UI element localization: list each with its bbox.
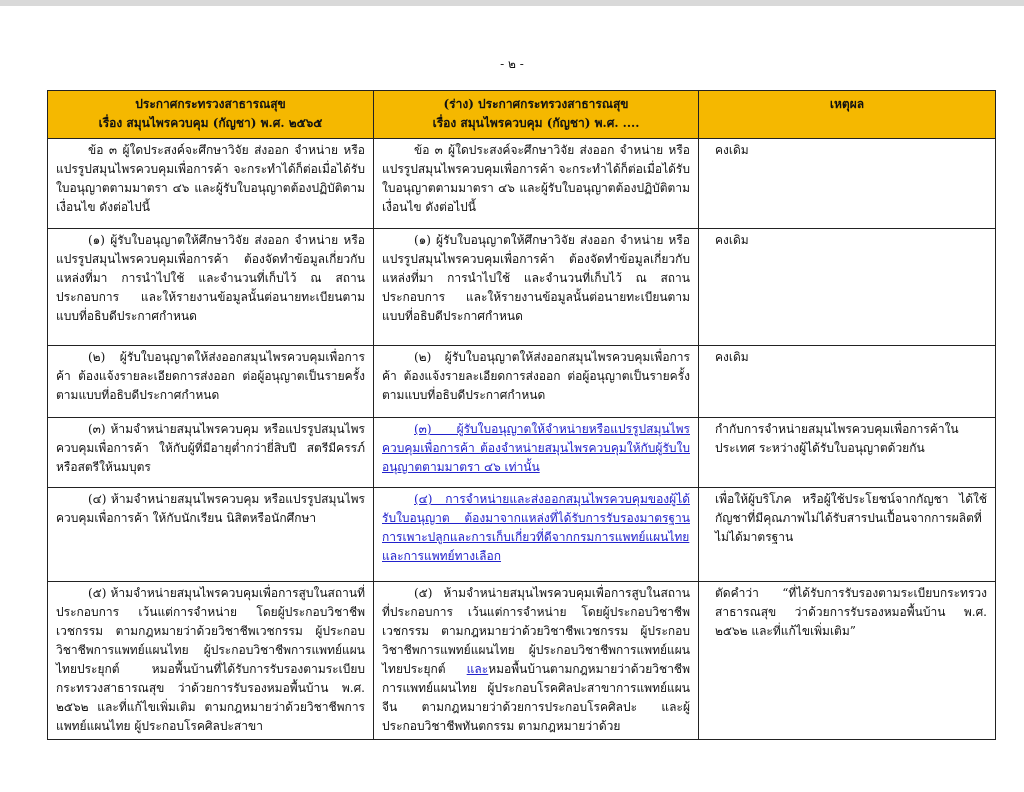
draft-text: (๒) ผู้รับใบอนุญาตให้ส่งออกสมุนไพรควบคุมเพื่อการค้า ต้องแจ้งรายละเอียดการส่งออก ต่อผู้อนุญาตเป็นรายครั้ง ตามแบบที่อธิบดีประกาศกำหนด xyxy=(374,346,699,418)
table-row xyxy=(48,139,996,229)
draft-text: (๑) ผู้รับใบอนุญาตให้ศึกษาวิจัย ส่งออก จำหน่าย หรือแปรรูปสมุนไพรควบคุมเพื่อการค้า ต้องจัดทำข้อมูลเกี่ยวกับแหล่งที่มา การนำไปใช้ และจำนวนที่เก็บไว้ ณ สถานประกอบการ และให้รายงานข้อมูลนั้นต่อนายทะเบียนตามแบบที่อธิบดีประกาศกำหนด xyxy=(374,229,699,346)
reason-text: ตัดคำว่า “ที่ได้รับการรับรองตามระเบียบกระทรวงสาธารณสุข ว่าด้วยการรับรองหมอพื้นบ้าน พ.ศ. ๒๕๖๒ และที่แก้ไขเพิ่มเติม” xyxy=(699,582,996,740)
draft-cell xyxy=(374,418,699,488)
table-row xyxy=(48,346,996,418)
header-draft-line2: เรื่อง สมุนไพรควบคุม (กัญชา) พ.ศ. .... xyxy=(432,116,640,130)
draft-text-part1: (๕) ห้ามจำหน่ายสมุนไพรควบคุมเพื่อการสูบในสถานที่ประกอบการ เว้นแต่การจำหน่าย โดยผู้ประกอบวิชาชีพเวชกรรม ตามกฎหมายว่าด้วยวิชาชีพเวชกรรม ผู้ประกอบวิชาชีพการแพทย์แผนไทย ผู้ประกอบวิชาชีพการแพทย์แผนไทยประยุกต์ xyxy=(382,586,690,676)
current-text: (๕) ห้ามจำหน่ายสมุนไพรควบคุมเพื่อการสูบในสถานที่ประกอบการ เว้นแต่การจำหน่าย โดยผู้ประกอบวิชาชีพเวชกรรม ตามกฎหมายว่าด้วยวิชาชีพเวชกรรม ผู้ประกอบวิชาชีพการแพทย์แผนไทย ผู้ประกอบวิชาชีพการแพทย์แผนไทยประยุกต์ หมอพื้นบ้านที่ได้รับการรับรองตามระเบียบกระทรวงสาธารณสุข ว่าด้วยการรับรองหมอพื้นบ้าน พ.ศ. ๒๕๖๒ และที่แก้ไขเพิ่มเติม ตามกฎหมายว่าด้วยวิชาชีพการแพทย์แผนไทย ผู้ประกอบโรคศิลปะสาขา xyxy=(48,582,374,740)
header-current xyxy=(48,91,374,139)
current-text: (๒) ผู้รับใบอนุญาตให้ส่งออกสมุนไพรควบคุมเพื่อการค้า ต้องแจ้งรายละเอียดการส่งออก ต่อผู้อนุญาตเป็นรายครั้ง ตามแบบที่อธิบดีประกาศกำหนด xyxy=(48,346,374,418)
draft-cell xyxy=(374,582,699,740)
draft-text-amended: และ xyxy=(466,662,489,676)
reason-text: เพื่อให้ผู้บริโภค หรือผู้ใช้ประโยชน์จากกัญชา ได้ใช้กัญชาที่มีคุณภาพไม่ได้รับสารปนเปื้อนจากการผลิตที่ไม่ได้มาตรฐาน xyxy=(699,488,996,582)
header-current-line1: ประกาศกระทรวงสาธารณสุข xyxy=(135,97,286,111)
table-row xyxy=(48,582,996,740)
draft-cell xyxy=(374,488,699,582)
draft-text-part2: หมอพื้นบ้านตามกฎหมายว่าด้วยวิชาชีพการแพทย์แผนไทย ผู้ประกอบโรคศิลปะสาขาการแพทย์แผนจีน ตามกฎหมายว่าด้วยการประกอบโรคศิลปะ และผู้ประกอบวิชาชีพทันตกรรม ตามกฎหมายว่าด้วย xyxy=(382,662,690,733)
reason-text: คงเดิม xyxy=(699,346,996,418)
reason-text: กำกับการจำหน่ายสมุนไพรควบคุมเพื่อการค้าในประเทศ ระหว่างผู้ได้รับใบอนุญาตด้วยกัน xyxy=(699,418,996,488)
header-draft xyxy=(374,91,699,139)
header-draft-line1: (ร่าง) ประกาศกระทรวงสาธารณสุข xyxy=(443,97,629,111)
current-text: (๓) ห้ามจำหน่ายสมุนไพรควบคุม หรือแปรรูปสมุนไพรควบคุมเพื่อการค้า ให้กับผู้ที่มีอายุต่ำกว่ายี่สิบปี สตรีมีครรภ์หรือสตรีให้นมบุตร xyxy=(48,418,374,488)
table-row xyxy=(48,418,996,488)
current-text: (๑) ผู้รับใบอนุญาตให้ศึกษาวิจัย ส่งออก จำหน่าย หรือแปรรูปสมุนไพรควบคุมเพื่อการค้า ต้องจัดทำข้อมูลเกี่ยวกับแหล่งที่มา การนำไปใช้ และจำนวนที่เก็บไว้ ณ สถานประกอบการ และให้รายงานข้อมูลนั้นต่อนายทะเบียนตามแบบที่อธิบดีประกาศกำหนด xyxy=(48,229,374,346)
top-bar xyxy=(0,0,1024,6)
draft-text-amended: (๓) ผู้รับใบอนุญาตให้จำหน่ายหรือแปรรูปสมุนไพรควบคุมเพื่อการค้า ต้องจำหน่ายสมุนไพรควบคุมให้กับผู้รับใบอนุญาตตามมาตรา ๔๖ เท่านั้น xyxy=(382,422,690,474)
header-reason-label: เหตุผล xyxy=(829,97,865,111)
draft-text: ข้อ ๓ ผู้ใดประสงค์จะศึกษาวิจัย ส่งออก จำหน่าย หรือแปรรูปสมุนไพรควบคุมเพื่อการค้า จะกระทำได้ก็ต่อเมื่อได้รับใบอนุญาตตามมาตรา ๔๖ และผู้รับใบอนุญาตต้องปฏิบัติตามเงื่อนไข ดังต่อไปนี้ xyxy=(374,139,699,229)
header-reason xyxy=(699,91,996,139)
comparison-table xyxy=(47,90,996,740)
header-row xyxy=(48,91,996,139)
page-number: - ๒ - xyxy=(500,57,524,71)
header-current-line2: เรื่อง สมุนไพรควบคุม (กัญชา) พ.ศ. ๒๕๖๕ xyxy=(98,116,323,130)
reason-text: คงเดิม xyxy=(699,229,996,346)
draft-text-amended: (๔) การจำหน่ายและส่งออกสมุนไพรควบคุมของผู้ได้รับใบอนุญาต ต้องมาจากแหล่งที่ได้รับการรับรองมาตรฐานการเพาะปลูกและการเก็บเกี่ยวที่ดีจากกรมการแพทย์แผนไทยและการแพทย์ทางเลือก xyxy=(382,492,690,563)
reason-text: คงเดิม xyxy=(699,139,996,229)
current-text: ข้อ ๓ ผู้ใดประสงค์จะศึกษาวิจัย ส่งออก จำหน่าย หรือแปรรูปสมุนไพรควบคุมเพื่อการค้า จะกระทำได้ก็ต่อเมื่อได้รับใบอนุญาตตามมาตรา ๔๖ และผู้รับใบอนุญาตต้องปฏิบัติตามเงื่อนไข ดังต่อไปนี้ xyxy=(48,139,374,229)
table-row xyxy=(48,229,996,346)
current-text: (๔) ห้ามจำหน่ายสมุนไพรควบคุม หรือแปรรูปสมุนไพรควบคุมเพื่อการค้า ให้กับนักเรียน นิสิตหรือนักศึกษา xyxy=(48,488,374,582)
table-row xyxy=(48,488,996,582)
